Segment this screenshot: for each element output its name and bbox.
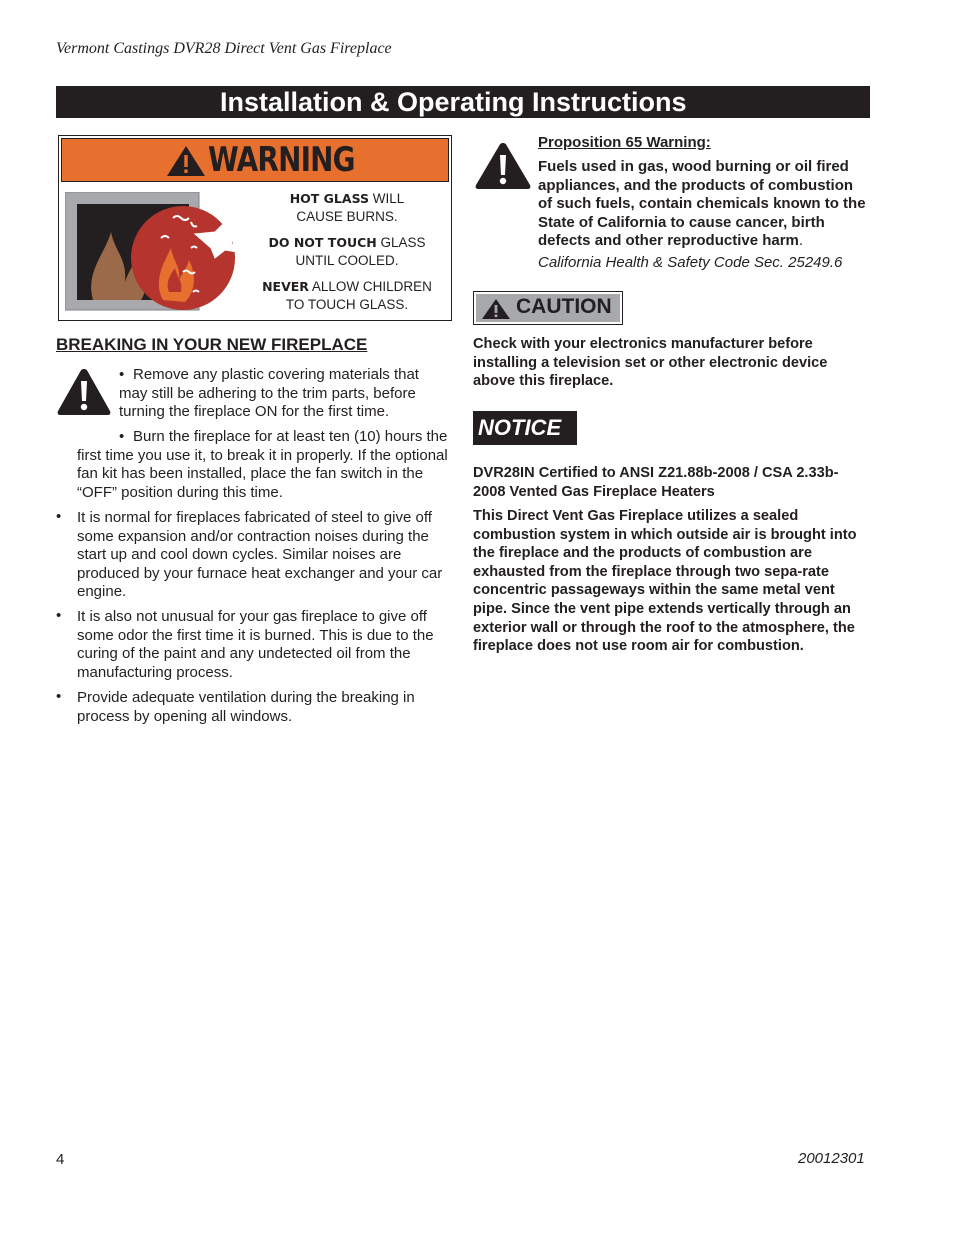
warning-line-2b: UNTIL COOLED.: [295, 253, 399, 268]
bullet: •: [56, 688, 62, 705]
prop65-text: Fuels used in gas, wood burning or oil fired appliances, and the products of combustion of such fuels, contain chemicals known to the State of California to cause cancer, birth defects and other reproductive harm: [538, 158, 866, 250]
paragraph-1-text: Remove any plastic covering materials that may still be adhering to the trim parts, before turning the fireplace ON for the first time.: [119, 366, 419, 421]
caution-triangle-icon: [56, 367, 112, 417]
prop65-body: [538, 158, 870, 251]
hot-glass-warning-label: [58, 135, 452, 321]
paragraph-2-text: Burn the fireplace for at least ten (10) hours the first time you use it, to break it in properly. If the optional fan kit has been installed, place the fan switch in the “OFF” position during this time.: [77, 428, 448, 501]
warning-line-3: ALLOW CHILDREN: [308, 279, 432, 294]
caution-label-box: [473, 291, 623, 325]
warning-line-3b: TO TOUCH GLASS.: [285, 297, 409, 312]
document-number: 20012301: [798, 1150, 865, 1167]
do-not-touch-bold: DO NOT TOUCH: [268, 235, 377, 250]
warning-text: [249, 190, 445, 322]
warning-line-1b: CAUSE BURNS.: [296, 209, 398, 224]
running-head: Vermont Castings DVR28 Direct Vent Gas Fireplace: [56, 40, 392, 57]
warning-label: WARNING: [208, 140, 355, 180]
caution-triangle-icon: [481, 298, 511, 320]
breaking-in-paragraph-4: It is also not unusual for your gas fireplace to give off some odor the first time it is burned. This is due to the curing of the paint and any undetected oil from the manufacturing process.: [77, 608, 434, 681]
caution-label: CAUTION: [516, 295, 612, 318]
warning-line-1: WILL: [369, 191, 405, 206]
breaking-in-paragraph-5: Provide adequate ventilation during the breaking in process by opening all windows.: [77, 689, 415, 725]
notice-certification: DVR28IN Certified to ANSI Z21.88b-2008 / CSA 2.33b-2008 Vented Gas Fireplace Heaters: [473, 465, 839, 500]
page-number: 4: [56, 1151, 65, 1168]
prop65-warning-triangle-icon: [473, 141, 533, 191]
warning-triangle-icon: [166, 145, 206, 177]
warning-line-2: GLASS: [376, 235, 426, 250]
notice-label: NOTICE: [473, 411, 577, 445]
caution-text: Check with your electronics manufacturer before installing a television set or other electronic device above this fireplace.: [473, 336, 828, 390]
notice-text: This Direct Vent Gas Fireplace utilizes a sealed combustion system in which outside air is brought into the fireplace and the products of combustion are exhausted from the fireplace through two sepa-rate concentric passageways within the same metal vent pipe. Since the vent pipe extends vertically through an exterior wall or through the roof to the atmosphere, the fireplace does not use room air for combustion.: [473, 508, 857, 655]
warning-header: [61, 138, 449, 182]
bullet: •: [56, 508, 62, 525]
prop65-heading: Proposition 65 Warning:: [538, 134, 711, 151]
bullet: •: [56, 607, 62, 624]
never-bold: NEVER: [262, 279, 309, 294]
hot-glass-bold: HOT GLASS: [289, 191, 370, 206]
breaking-in-paragraph-2: • Burn the fireplace for at least ten (10) hours the first time you use it, to break it in properly. If the optional fan kit has been installed, place the fan switch in the “OFF” position during this time.: [77, 428, 448, 501]
hot-glass-burn-icon: [65, 192, 241, 312]
breaking-in-heading: BREAKING IN YOUR NEW FIREPLACE: [56, 335, 368, 354]
breaking-in-paragraph-1: • Remove any plastic covering materials that may still be adhering to the trim parts, before turning the fireplace ON for the first time.: [119, 366, 419, 421]
prop65-period: .: [798, 232, 804, 250]
prop65-code: California Health & Safety Code Sec. 25249.6: [538, 254, 843, 271]
breaking-in-paragraph-3: It is normal for fireplaces fabricated of steel to give off some expansion and/or contraction noises during the start up and cool down cycles. Similar noises are produced by your furnace heat exchanger and your car engine.: [77, 509, 443, 601]
page-title: Installation & Operating Instructions: [56, 86, 870, 118]
